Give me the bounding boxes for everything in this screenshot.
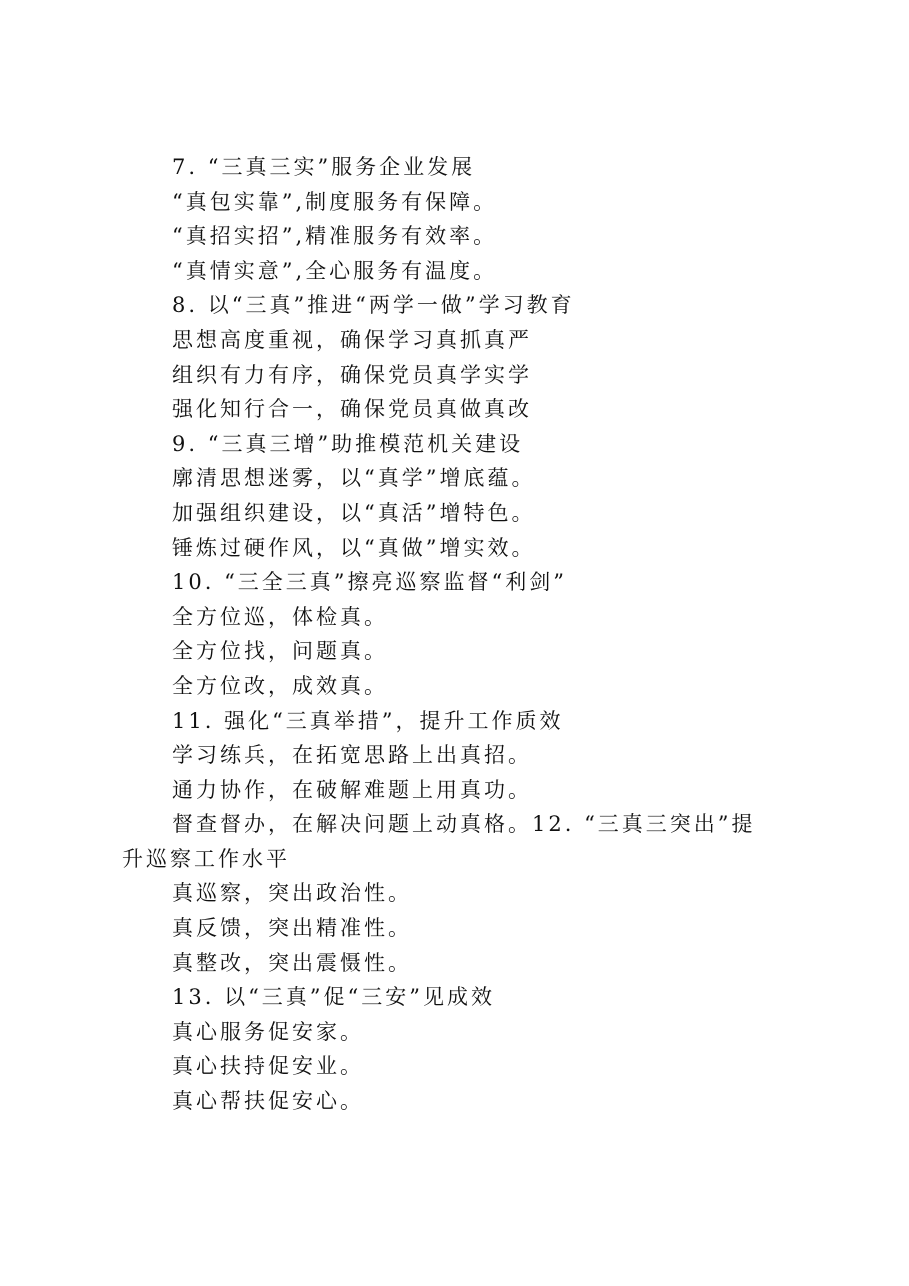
list-item: 通力协作，在破解难题上用真功。 [172, 777, 532, 802]
list-item: 真巡察，突出政治性。 [172, 881, 412, 906]
list-item: 强化知行合一，确保党员真做真改 [172, 397, 532, 422]
list-item: 真心服务促安家。 [172, 1019, 364, 1044]
merged-paragraph-line-2: 升巡察工作水平 [122, 846, 290, 871]
section-heading: 11. 强化“三真举措”，提升工作质效 [172, 708, 564, 733]
section-heading: 8. 以“三真”推进“两学一做”学习教育 [172, 293, 575, 318]
list-item: “真包实靠”,制度服务有保障。 [172, 189, 498, 214]
list-item: “真情实意”,全心服务有温度。 [172, 258, 498, 283]
list-item: 加强组织建设，以“真活”增特色。 [172, 500, 536, 525]
list-item: 真反馈，突出精准性。 [172, 916, 412, 941]
list-item: 全方位巡，体检真。 [172, 604, 388, 629]
document-body [122, 150, 812, 1119]
list-item: 学习练兵，在拓宽思路上出真招。 [172, 743, 532, 768]
section-heading: 13. 以“三真”促“三安”见成效 [172, 985, 496, 1010]
list-item: 真心帮扶促安心。 [172, 1089, 364, 1114]
merged-paragraph-line-1: 督查督办，在解决问题上动真格。12. “三真三突出”提 [172, 812, 756, 837]
section-heading: 9. “三真三增”助推模范机关建设 [172, 431, 524, 456]
section-heading: 7. “三真三实”服务企业发展 [172, 155, 476, 179]
list-item: “真招实招”,精准服务有效率。 [172, 224, 498, 249]
section-heading: 10. “三全三真”擦亮巡察监督“利剑” [172, 570, 568, 595]
list-item: 廓清思想迷雾，以“真学”增底蕴。 [172, 466, 536, 491]
list-item: 全方位改，成效真。 [172, 673, 388, 698]
list-item: 思想高度重视，确保学习真抓真严 [172, 327, 532, 352]
list-item: 组织有力有序，确保党员真学实学 [172, 362, 532, 387]
list-item: 全方位找，问题真。 [172, 639, 388, 664]
list-item: 锤炼过硬作风，以“真做”增实效。 [172, 535, 536, 560]
list-item: 真整改，突出震慑性。 [172, 950, 412, 975]
list-item: 真心扶持促安业。 [172, 1054, 364, 1079]
